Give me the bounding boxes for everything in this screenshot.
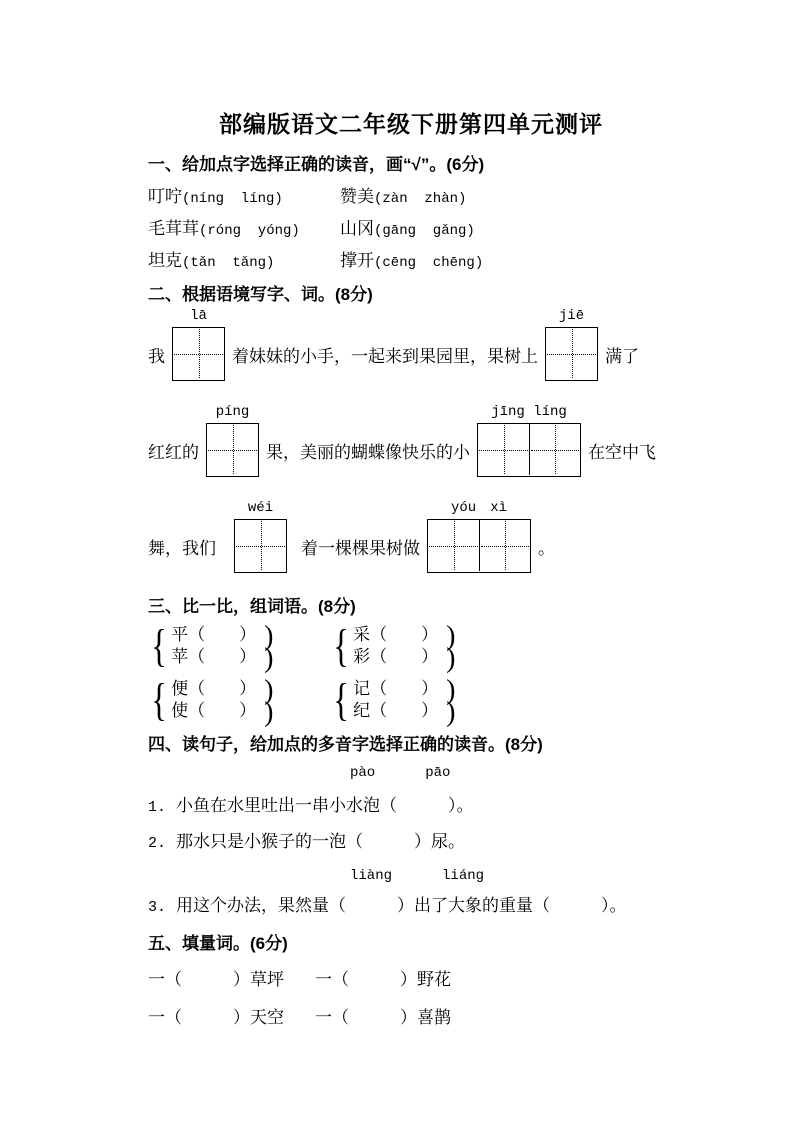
writing-grid-single xyxy=(172,308,225,381)
measure-word-item: 一（ ）天空 xyxy=(148,1008,284,1027)
answer-blank: （ ） xyxy=(188,625,257,644)
pinyin-options: (zàn zhàn) xyxy=(374,191,467,207)
compare-words-row xyxy=(148,620,734,674)
compare-group xyxy=(330,674,512,728)
word-label: 山冈 xyxy=(340,219,374,238)
pinyin-hint: jiē xyxy=(558,308,585,324)
pronunciation-item xyxy=(340,249,532,273)
writing-grid-single xyxy=(206,404,259,477)
page-title: 部编版语文二年级下册第四单元测评 xyxy=(219,112,603,137)
tianzi-box xyxy=(477,423,581,477)
compare-line: 彩 （ ） ) xyxy=(353,643,456,674)
pinyin-hint: wéi xyxy=(247,500,274,516)
measure-word-row xyxy=(148,968,734,992)
compare-line: 苹 （ ） ) xyxy=(171,643,274,674)
pinyin-hint-left: jīng xyxy=(491,404,525,420)
answer-blank: （ ） xyxy=(188,647,257,666)
writing-grid-single xyxy=(545,308,598,381)
word-label: 撑开 xyxy=(340,251,374,270)
multi-tone-sentence xyxy=(148,830,734,854)
answer-blank: （ ） xyxy=(188,701,257,720)
character: 苹 xyxy=(171,647,189,666)
character: 便 xyxy=(171,679,189,698)
pinyin-option: pào xyxy=(350,765,376,781)
compare-line: 采 （ ） ) xyxy=(353,621,456,652)
word-label: 坦克 xyxy=(148,251,182,270)
tianzi-cell xyxy=(235,520,286,571)
compare-group xyxy=(330,620,512,674)
pinyin-options: (cēng chēng) xyxy=(374,255,484,271)
compare-lines xyxy=(171,675,274,728)
answer-blank: （ ） xyxy=(370,701,439,720)
compare-line: 纪 （ ） ) xyxy=(353,697,456,728)
compare-lines xyxy=(353,621,456,674)
character: 平 xyxy=(171,625,189,644)
item-number: 1. xyxy=(148,799,167,816)
writing-grid-double xyxy=(427,500,531,573)
sentence-text: 果，美丽的蝴蝶像快乐的小 xyxy=(266,442,470,462)
tianzi-cell xyxy=(428,520,479,571)
fill-in-sentence-row xyxy=(148,500,734,573)
tianzi-cell xyxy=(173,328,224,379)
measure-word-item: 一（ ）喜鹊 xyxy=(315,1008,451,1027)
measure-word-item: 一（ ）野花 xyxy=(315,970,451,989)
character: 采 xyxy=(353,625,371,644)
pinyin-option: pāo xyxy=(425,765,451,781)
sentence-text: 那水只是小猴子的一泡（ ）尿。 xyxy=(176,832,466,851)
answer-blank: （ ） xyxy=(370,647,439,666)
section1-heading: 一、给加点字选择正确的读音，画“√”。(6分) xyxy=(148,155,485,174)
answer-blank: （ ） xyxy=(370,625,439,644)
pronunciation-item xyxy=(340,217,532,241)
sentence-text: 。 xyxy=(538,538,555,558)
multi-tone-sentence xyxy=(148,794,734,818)
tianzi-cell xyxy=(546,328,597,379)
tianzi-cell xyxy=(478,424,529,475)
sentence-text: 我 xyxy=(148,346,165,366)
pinyin-option: liàng xyxy=(350,868,393,884)
pinyin-hint-right: líng xyxy=(533,404,567,420)
answer-blank: （ ） xyxy=(370,679,439,698)
tianzi-box xyxy=(172,327,225,381)
tianzi-cell xyxy=(529,424,580,475)
measure-word-item: 一（ ）草坪 xyxy=(148,970,284,989)
compare-line: 便 （ ） ) xyxy=(171,675,274,706)
character: 纪 xyxy=(353,701,371,720)
pinyin-hint-line xyxy=(350,866,734,886)
section5-heading: 五、填量词。(6分) xyxy=(148,934,288,953)
item-number: 2. xyxy=(148,835,167,852)
compare-group xyxy=(148,674,330,728)
pronunciation-row xyxy=(148,217,734,241)
pinyin-options: (níng líng) xyxy=(182,191,283,207)
pronunciation-item xyxy=(340,185,532,209)
fill-in-sentence-row xyxy=(148,308,734,381)
left-brace: { xyxy=(333,620,349,671)
sentence-text: 舞，我们 xyxy=(148,538,216,558)
compare-line: 使 （ ） ) xyxy=(171,697,274,728)
pinyin-hint: lā xyxy=(190,308,207,324)
compare-line: 平 （ ） ) xyxy=(171,621,274,652)
compare-lines xyxy=(171,621,274,674)
left-brace: { xyxy=(151,620,167,671)
compare-words-row xyxy=(148,674,734,728)
tianzi-box xyxy=(545,327,598,381)
sentence-text: 在空中飞 xyxy=(588,442,656,462)
fill-in-sentence-row xyxy=(148,404,734,477)
section3-heading: 三、比一比，组词语。(8分) xyxy=(148,597,356,616)
sentence-text: 小鱼在水里吐出一串小水泡（ ）。 xyxy=(176,796,474,815)
pronunciation-item xyxy=(148,217,340,241)
tianzi-box xyxy=(234,519,287,573)
tianzi-box xyxy=(427,519,531,573)
sentence-text: 满了 xyxy=(605,346,639,366)
tianzi-cell xyxy=(479,520,530,571)
pinyin-options: (róng yóng) xyxy=(199,223,300,239)
pronunciation-item xyxy=(148,185,340,209)
writing-grid-double xyxy=(477,404,581,477)
multi-tone-sentence xyxy=(148,894,734,918)
compare-group xyxy=(148,620,330,674)
pronunciation-item xyxy=(148,249,340,273)
measure-word-row xyxy=(148,1006,734,1030)
pronunciation-row xyxy=(148,185,734,209)
word-label: 毛茸茸 xyxy=(148,219,199,238)
tianzi-box xyxy=(206,423,259,477)
pinyin-hint xyxy=(477,404,581,420)
pinyin-hint-line xyxy=(350,763,734,783)
item-number: 3. xyxy=(148,899,167,916)
sentence-text: 红红的 xyxy=(148,442,199,462)
section2-heading: 二、根据语境写字、词。(8分) xyxy=(148,285,373,304)
pronunciation-row xyxy=(148,249,734,273)
writing-grid-single xyxy=(234,500,287,573)
pinyin-hint: píng xyxy=(215,404,250,420)
word-label: 赞美 xyxy=(340,187,374,206)
left-brace: { xyxy=(151,674,167,725)
tianzi-cell xyxy=(207,424,258,475)
sentence-text: 用这个办法，果然量（ ）出了大象的重量（ ）。 xyxy=(176,896,627,915)
character: 彩 xyxy=(353,647,371,666)
section4-heading: 四、读句子，给加点的多音字选择正确的读音。(8分) xyxy=(148,735,543,754)
compare-line: 记 （ ） ) xyxy=(353,675,456,706)
answer-blank: （ ） xyxy=(188,679,257,698)
sentence-text: 着一棵棵果树做 xyxy=(301,538,420,558)
character: 记 xyxy=(353,679,371,698)
sentence-text: 着妹妹的小手，一起来到果园里，果树上 xyxy=(232,346,538,366)
compare-lines xyxy=(353,675,456,728)
pinyin-hint xyxy=(427,500,531,516)
pinyin-options: (tǎn tǎng) xyxy=(182,255,275,271)
left-brace: { xyxy=(333,674,349,725)
pinyin-hint-right: xì xyxy=(490,500,508,516)
character: 使 xyxy=(171,701,189,720)
pinyin-options: (gāng gǎng) xyxy=(374,223,475,239)
pinyin-option: liáng xyxy=(442,868,485,884)
pinyin-hint-left: yóu xyxy=(450,500,477,516)
word-label: 叮咛 xyxy=(148,187,182,206)
